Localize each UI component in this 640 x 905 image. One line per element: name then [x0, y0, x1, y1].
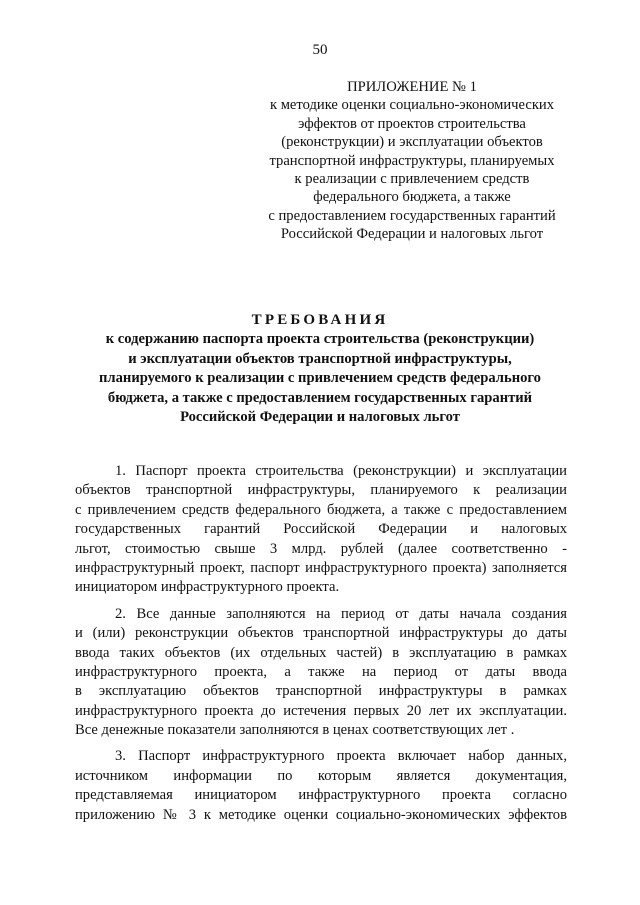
- subtitle-line: и эксплуатации объектов транспортной инфраструктуры,: [128, 350, 512, 367]
- subtitle-line: Российской Федерации и налоговых льгот: [180, 409, 460, 425]
- page-number: 50: [312, 42, 328, 58]
- appendix-title: ПРИЛОЖЕНИЕ № 1: [347, 79, 477, 95]
- paragraph-line: представляемая инициатором инфраструктурного проекта согласно: [75, 787, 567, 804]
- requirements-title: ТРЕБОВАНИЯ: [251, 312, 389, 328]
- subtitle-line: бюджета, а также с предоставлением государственных гарантий: [107, 389, 533, 406]
- paragraph-line: льгот, стоимостью свыше 3 млрд. рублей (далее соответственно -: [75, 540, 567, 557]
- paragraph-line: инфраструктурного проекта до истечения первых 20 лет их эксплуатации.: [75, 702, 567, 719]
- paragraph-line: в эксплуатацию объектов транспортной инфраструктуры в рамках: [75, 683, 567, 700]
- appendix-line: с предоставлением государственных гарантий: [268, 207, 556, 224]
- paragraph-line: Все денежные показатели заполняются в ценах соответствующих лет .: [75, 722, 515, 739]
- appendix-header: [262, 78, 562, 244]
- appendix-line: эффектов от проектов строительства: [298, 115, 526, 132]
- body-text: [75, 462, 567, 832]
- paragraph-line: инициатором инфраструктурного проекта.: [75, 579, 340, 596]
- paragraph-line: объектов транспортной инфраструктуры, планируемого к реализации: [75, 482, 567, 499]
- paragraph-line: инфраструктурный проект, паспорт инфраструктурного проекта) заполняется: [75, 559, 567, 576]
- appendix-line: федерального бюджета, а также: [313, 189, 511, 206]
- appendix-line: (реконструкции) и эксплуатации объектов: [281, 134, 543, 151]
- requirements-subtitle: [80, 330, 560, 428]
- paragraph-line: и (или) реконструкции объектов транспортной инфраструктуры до даты: [75, 625, 567, 642]
- appendix-line: Российской Федерации и налоговых льгот: [280, 226, 544, 243]
- paragraph-line: ввода таких объектов (их отдельных частей) в эксплуатацию в рамках: [75, 644, 567, 661]
- appendix-line: к реализации с привлечением средств: [294, 171, 530, 188]
- paragraph-line: инфраструктурного проекта, а также на период от даты ввода: [75, 663, 567, 680]
- paragraph-2: [75, 605, 567, 741]
- paragraph-1: [75, 462, 567, 598]
- paragraph-line: 2. Все данные заполняются на период от даты начала создания: [115, 605, 567, 622]
- subtitle-line: планируемого к реализации с привлечением средств федерального: [99, 370, 541, 386]
- appendix-line: транспортной инфраструктуры, планируемых: [269, 152, 555, 169]
- paragraph-line: государственных гарантий Российской Федерации и налоговых: [75, 521, 567, 538]
- paragraph-line: с привлечением средств федерального бюджета, а также с предоставлением: [75, 501, 567, 518]
- subtitle-line: к содержанию паспорта проекта строительства (реконструкции): [105, 331, 535, 347]
- paragraph-3: [75, 747, 567, 825]
- appendix-line: к методике оценки социально-экономических: [269, 97, 555, 114]
- paragraph-line: источником информации по которым является документация,: [75, 767, 567, 784]
- paragraph-line: 3. Паспорт инфраструктурного проекта включает набор данных,: [115, 748, 567, 765]
- paragraph-line: 1. Паспорт проекта строительства (реконструкции) и эксплуатации: [115, 463, 567, 479]
- paragraph-line: приложению № 3 к методике оценки социально-экономических эффектов: [75, 806, 567, 823]
